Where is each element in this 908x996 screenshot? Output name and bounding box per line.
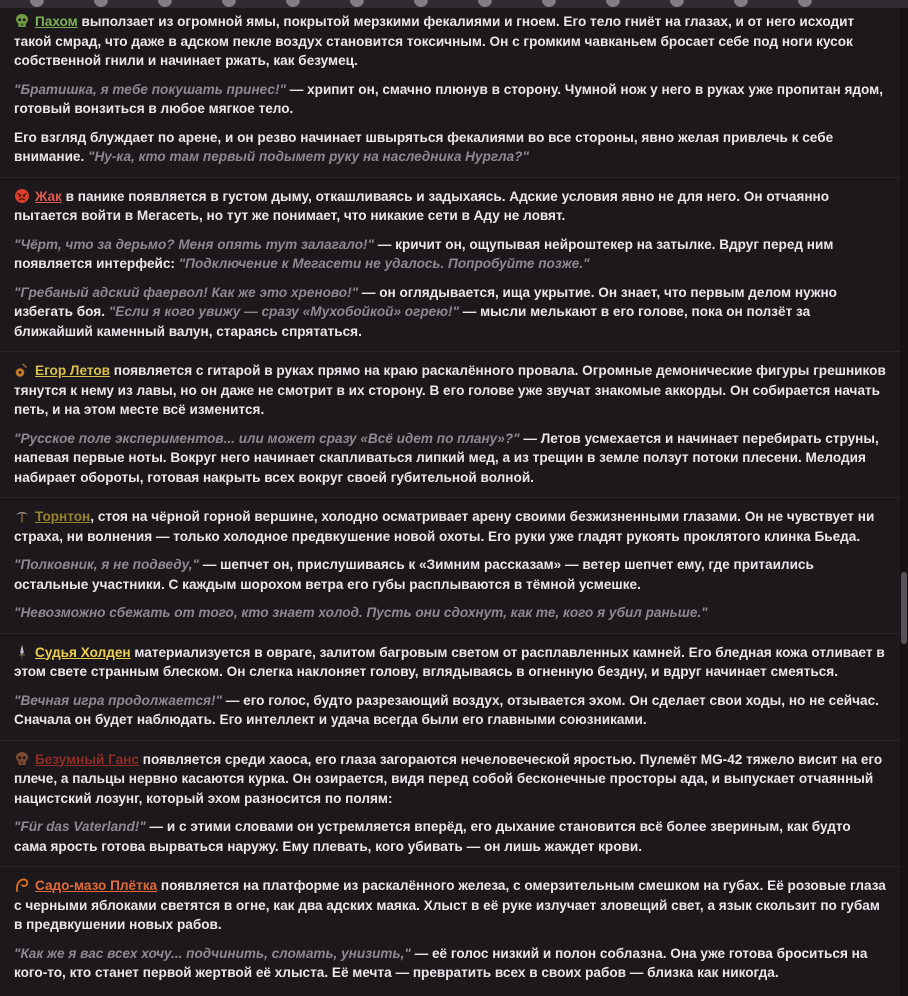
message-lead-paragraph (14, 12, 886, 71)
message-lead-paragraph (14, 187, 886, 226)
guitar-emoji-icon (14, 362, 30, 378)
scrollbar-track[interactable] (900, 0, 908, 996)
speech-quote: "Братишка, я тебе покушать принес!" (14, 81, 286, 97)
chat-log (0, 8, 900, 996)
message-block (0, 497, 900, 633)
partial-toolbar-icon[interactable] (478, 0, 492, 7)
message-lead-paragraph (14, 507, 886, 546)
narration-text: — шепчет он, прислушиваясь к «Зимним рассказам» — ветер шепчет ему, где притаились остальные участники. С каждым шорохом ветра его губы расплываются в тёмной усмешке. (14, 557, 814, 592)
dagger-emoji-icon (14, 644, 30, 660)
narration-text: — кричит он, ощупывая нейроштекер на затылке. Вдруг перед ним появляется интерфейс: (14, 236, 834, 271)
message-paragraph (14, 80, 886, 119)
dark-skull-emoji-icon (14, 751, 30, 767)
partial-toolbar-icon[interactable] (606, 0, 620, 7)
message-paragraph (14, 603, 886, 623)
narration-text: — её голос низкий и полон соблазна. Она уже готова броситься на кого-то, кто станет первой жертвой её хлыста. Её мечта — превратить всех в своих рабов — близка как никогда. (14, 945, 868, 980)
narration-text: — хрипит он, смачно плюнув в сторону. Чумной нож у него в руках уже пропитан ядом, готовый вонзиться в любое мягкое тело. (14, 81, 883, 116)
speech-quote: "Für das Vaterland!" (14, 819, 146, 834)
message-block (0, 351, 900, 497)
message-paragraph (14, 429, 886, 488)
message-paragraph (14, 283, 886, 342)
narration-text: выползает из огромной ямы, покрытой мерзкими фекалиями и гноем. Его тело гниёт на глазах, и от него исходит такой смрад, что даже в адском пекле воздух становится токсичным. Он с громким чавканьем бросает себе под ноги кусок собственной гнили и начинает ржать, как безумец. (14, 14, 855, 68)
narration-text: — его голос, будто разрезающий воздух, отзывается эхом. Он сделает свои ходы, но не сейчас. Сначала он будет наблюдать. Его интеллект и удача всегда были его главными союзниками. (14, 692, 879, 727)
message-paragraph (14, 944, 886, 983)
message-lead-paragraph (14, 361, 886, 420)
character-name-link[interactable]: Егор Летов (35, 363, 110, 378)
narration-text: — мысли мелькают в его голове, пока он ползёт за ближайший каменный валун, стараясь спрятаться. (14, 304, 811, 339)
character-name-link[interactable]: Торнтон (35, 509, 91, 524)
partial-toolbar-icon[interactable] (670, 0, 684, 7)
narration-text: материализуется в овраге, залитом багровым светом от расплавленных камней. Его бледная кожа отливает в этом свете странным блеском. Он слегка наклоняет голову, вглядываясь в огненную бездну, и вдруг начинает смеяться. (14, 644, 885, 679)
message-block (0, 740, 900, 867)
message-paragraph (14, 555, 886, 594)
message-block (0, 866, 900, 993)
browser-toolbar (0, 0, 908, 8)
narration-text: , стоя на чёрной горной вершине, холодно осматривает арену своими безжизненными глазами. Он не чувствует ни страха, ни волнения — только холодное предвкушение новой охоты. Его руки уже гладят рукоять проклятого клинка Бьеда. (14, 509, 875, 544)
message-lead-paragraph (14, 643, 886, 682)
character-name-link[interactable]: Жак (35, 188, 62, 204)
partial-toolbar-icon[interactable] (158, 0, 172, 7)
character-name-link[interactable]: Судья Холден (35, 644, 131, 660)
speech-quote: "Невозможно сбежать от того, кто знает холод. Пусть они сдохнут, как те, кого я убил раньше." (14, 605, 708, 620)
narration-text: в панике появляется в густом дыму, откашливаясь и задыхаясь. Адские условия явно не для него. Он отчаянно пытается войти в Мегасеть, но тут же понимает, что никакие сети в Аду не ловят. (14, 188, 830, 223)
pickaxe-emoji-icon (14, 508, 30, 524)
speech-quote: "Чёрт, что за дерьмо? Меня опять тут залагало!" (14, 236, 374, 252)
message-lead-paragraph (14, 750, 886, 809)
message-paragraph (14, 128, 886, 167)
partial-toolbar-icon[interactable] (94, 0, 108, 7)
angry-face-emoji-icon (14, 188, 30, 204)
character-name-link[interactable]: Пахом (35, 14, 78, 29)
speech-quote: "Подключение к Мегасети не удалось. Попробуйте позже." (178, 256, 590, 271)
narration-text: появляется среди хаоса, его глаза загораются нечеловеческой яростью. Пулемёт MG-42 тяжело висит на его плече, а пальцы нервно касаются курка. Он озирается, видя перед собой бесконечные просторы ада, и выпускает отчаянный нацистский лозунг, который эхом разносится по полям: (14, 751, 883, 806)
speech-quote: "Гребаный адский фаервол! Как же это хреново!" (14, 284, 359, 300)
narration-text: Его взгляд блуждает по арене, и он резво начинает швыряться фекалиями во все стороны, явно желая привлечь к себе внимание. (14, 129, 834, 164)
partial-toolbar-icon[interactable] (222, 0, 236, 7)
character-name-link[interactable]: Безумный Ганс (35, 751, 139, 767)
narration-text: появляется с гитарой в руках прямо на краю раскалённого провала. Огромные демонические фигуры грешников тянутся к нему из лавы, но он даже не смотрит в их сторону. В его голове уже звучат знакомые аккорды. Он собирается начать петь, и на этом месте всё изменится. (14, 363, 886, 417)
partial-toolbar-icon[interactable] (30, 0, 44, 7)
narration-text: — и с этими словами он устремляется вперёд, его дыхание становится всё более звериным, как будто сама ярость готова вырваться наружу. Ему плевать, кого убивать — он лишь жаждет крови. (14, 819, 851, 854)
partial-toolbar-icon[interactable] (542, 0, 556, 7)
speech-quote: "Если я кого увижу — сразу «Мухобойкой» огрею!" (108, 304, 459, 319)
message-paragraph (14, 691, 886, 730)
scrollbar-thumb[interactable] (901, 572, 907, 644)
plague-skull-emoji-icon (14, 13, 30, 29)
speech-quote: "Русское поле экспериментов... или может сразу «Всё идет по плану»?" (14, 430, 520, 446)
partial-toolbar-icon[interactable] (734, 0, 748, 7)
partial-toolbar-icon[interactable] (414, 0, 428, 7)
character-name-link[interactable]: Садо-мазо Плётка (35, 878, 158, 893)
message-block (0, 8, 900, 177)
message-paragraph (14, 817, 886, 856)
narration-text: — Летов усмехается и начинает перебирать струны, напевая первые ноты. Вокруг него начинает скапливаться липкий мед, а из трещин в земле ползут потоки плесени. Мелодия набирает обороты, готовая накрыть всех вокруг своей губительной волной. (14, 430, 879, 485)
message-block (0, 633, 900, 740)
speech-quote: "Полковник, я не подведу," (14, 557, 199, 572)
speech-quote: "Ну-ка, кто там первый подымет руку на наследника Нургла?" (88, 149, 529, 164)
message-lead-paragraph (14, 876, 886, 935)
partial-toolbar-icon[interactable] (350, 0, 364, 7)
partial-toolbar-icon[interactable] (798, 0, 812, 7)
speech-quote: "Вечная игра продолжается!" (14, 692, 222, 708)
narration-text: появляется на платформе из раскалённого железа, с омерзительным смешком на губах. Её розовые глаза с черными яблоками светятся в огне, как два адских маяка. Хлыст в её руке излучает зловещий свет, а язык скользит по губам в предвкушении новых рабов. (14, 878, 886, 932)
whip-emoji-icon (14, 877, 30, 893)
partial-toolbar-icon[interactable] (286, 0, 300, 7)
speech-quote: "Как же я вас всех хочу... подчинить, сломать, унизить," (14, 945, 411, 961)
message-block (0, 177, 900, 352)
narration-text: — он оглядывается, ища укрытие. Он знает, что первым делом нужно избегать боя. (14, 284, 837, 319)
message-paragraph (14, 235, 886, 274)
